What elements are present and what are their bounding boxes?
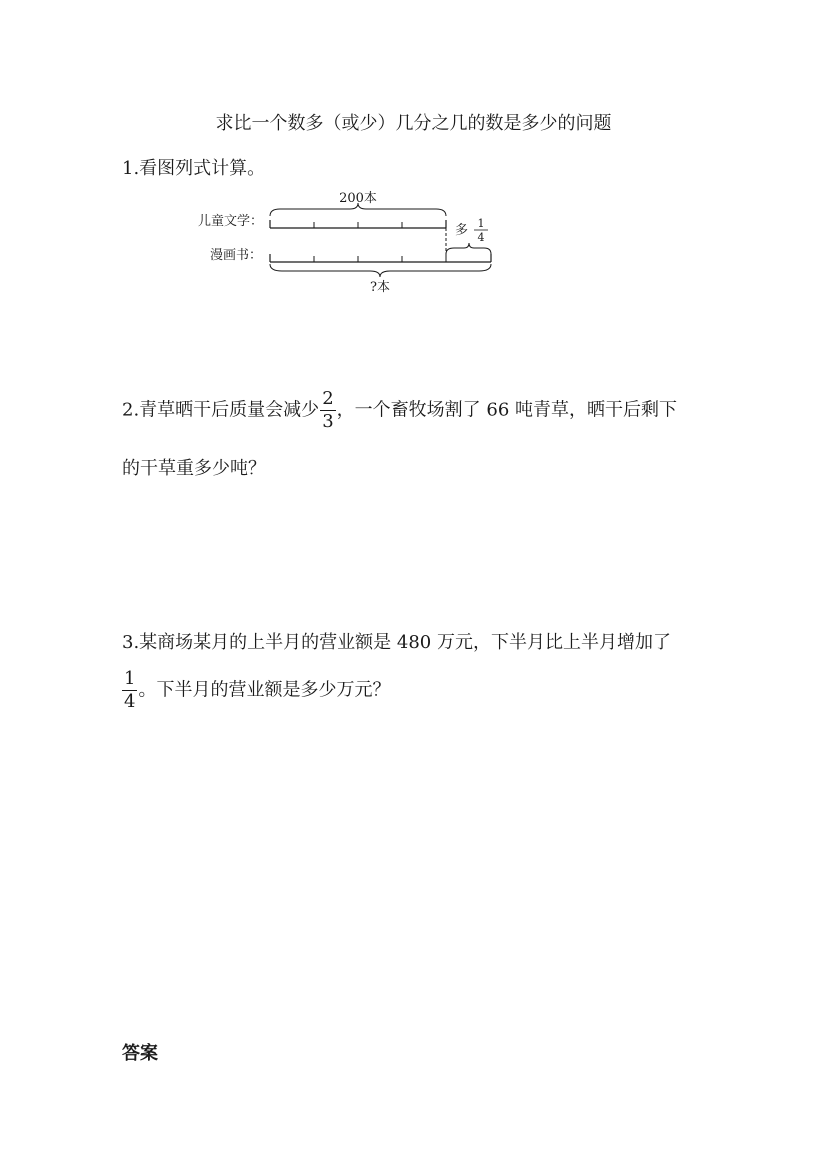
more-fraction-numerator: 1 <box>477 217 485 230</box>
question-3-fraction-numerator: 1 <box>124 668 136 689</box>
question-2-part1: 2.青草晒干后质量会减少 <box>122 399 320 421</box>
bottom-brace <box>270 264 491 277</box>
top-brace-label: 200本 <box>339 191 377 206</box>
more-fraction-denominator: 4 <box>477 231 485 244</box>
row1-label: 儿童文学： <box>198 214 264 229</box>
question-2-line2 <box>122 456 266 482</box>
top-brace <box>270 203 446 216</box>
question-3-line2 <box>122 670 390 711</box>
question-3-part2: 。下半月的营业额是多少万元？ <box>138 679 391 701</box>
question-3-fraction <box>122 670 137 711</box>
page-title: 求比一个数多（或少）几分之几的数是多少的问题 <box>215 113 612 134</box>
question-2-fraction-denominator: 3 <box>322 411 334 432</box>
question-1-text: 1.看图列式计算。 <box>122 158 266 179</box>
extra-brace <box>446 243 491 254</box>
question-2-fraction-numerator: 2 <box>322 388 334 409</box>
question-3-line1: 3.某商场某月的上半月的营业额是 480 万元，下半月比上半月增加了 <box>122 632 671 653</box>
answer-heading: 答案 <box>122 1043 158 1064</box>
question-1 <box>122 156 265 182</box>
question-2 <box>122 390 677 431</box>
bottom-brace-label: ?本 <box>370 280 390 295</box>
question-2-line2-text: 的干草重多少吨？ <box>122 458 266 479</box>
more-label: 多 <box>455 223 469 238</box>
question-3-fraction-denominator: 4 <box>124 691 136 712</box>
row2-label: 漫画书： <box>210 248 263 263</box>
question-2-part2: ，一个畜牧场割了 66 吨青草，晒干后剩下 <box>336 399 677 421</box>
question-3 <box>122 630 671 656</box>
question-2-fraction <box>320 390 335 431</box>
line-segment-diagram <box>190 184 510 300</box>
